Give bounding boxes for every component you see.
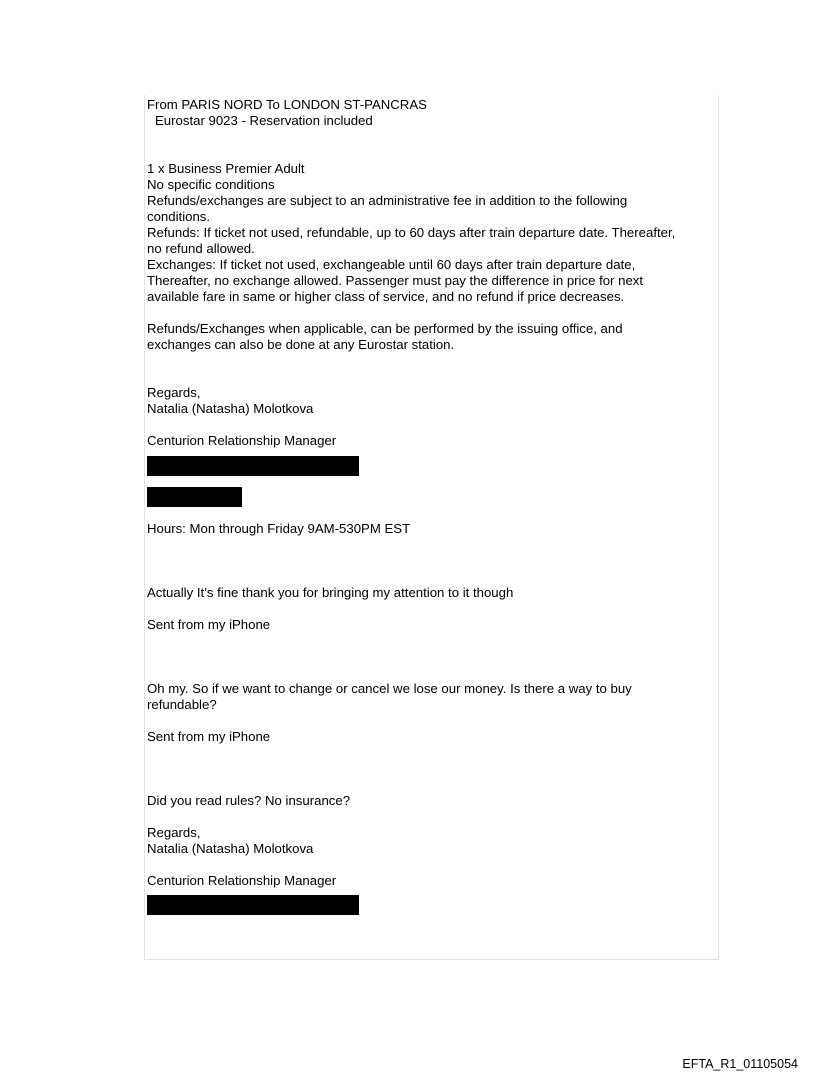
fare-line: 1 x Business Premier Adult (147, 161, 305, 176)
reply-body: Oh my. So if we want to change or cancel we lose our money. Is there a way to buy (147, 681, 632, 696)
hours-line: Hours: Mon through Friday 9AM-530PM EST (147, 521, 411, 536)
redaction-block (147, 456, 359, 476)
refunds-line: Refunds: If ticket not used, refundable, up to 60 days after train departure date. Thereafter, (147, 225, 676, 240)
train-line: Eurostar 9023 - Reservation included (155, 113, 373, 128)
redaction-block (147, 487, 242, 507)
route-line: From PARIS NORD To LONDON ST-PANCRAS (147, 97, 427, 112)
reply-body: Actually It’s fine thank you for bringing my attention to it though (147, 585, 514, 600)
regards-line: Regards, (147, 825, 201, 840)
email-body (147, 97, 717, 915)
reply-body: Did you read rules? No insurance? (147, 793, 351, 808)
sent-from-line: Sent from my iPhone (147, 729, 271, 744)
reply-body: refundable? (147, 697, 217, 712)
signer-name: Natalia (Natasha) Molotkova (147, 401, 314, 416)
where-line: Refunds/Exchanges when applicable, can be performed by the issuing office, and (147, 321, 623, 336)
conditions-line: No specific conditions (147, 177, 275, 192)
signer-title: Centurion Relationship Manager (147, 873, 337, 888)
sent-from-line: Sent from my iPhone (147, 617, 271, 632)
admin-fee-line: Refunds/exchanges are subject to an administrative fee in addition to the following (147, 193, 628, 208)
exchanges-line: Exchanges: If ticket not used, exchangeable until 60 days after train departure date, (147, 257, 636, 272)
document-id: EFTA_R1_01105054 (682, 1057, 798, 1071)
admin-fee-line: conditions. (147, 209, 211, 224)
refunds-line: no refund allowed. (147, 241, 255, 256)
regards-line: Regards, (147, 385, 201, 400)
redaction-block (147, 895, 359, 915)
signer-name: Natalia (Natasha) Molotkova (147, 841, 314, 856)
exchanges-line: available fare in same or higher class of service, and no refund if price decreases. (147, 289, 625, 304)
exchanges-line: Thereafter, no exchange allowed. Passenger must pay the difference in price for next (147, 273, 644, 288)
where-line: exchanges can also be done at any Eurostar station. (147, 337, 455, 352)
signer-title: Centurion Relationship Manager (147, 433, 337, 448)
